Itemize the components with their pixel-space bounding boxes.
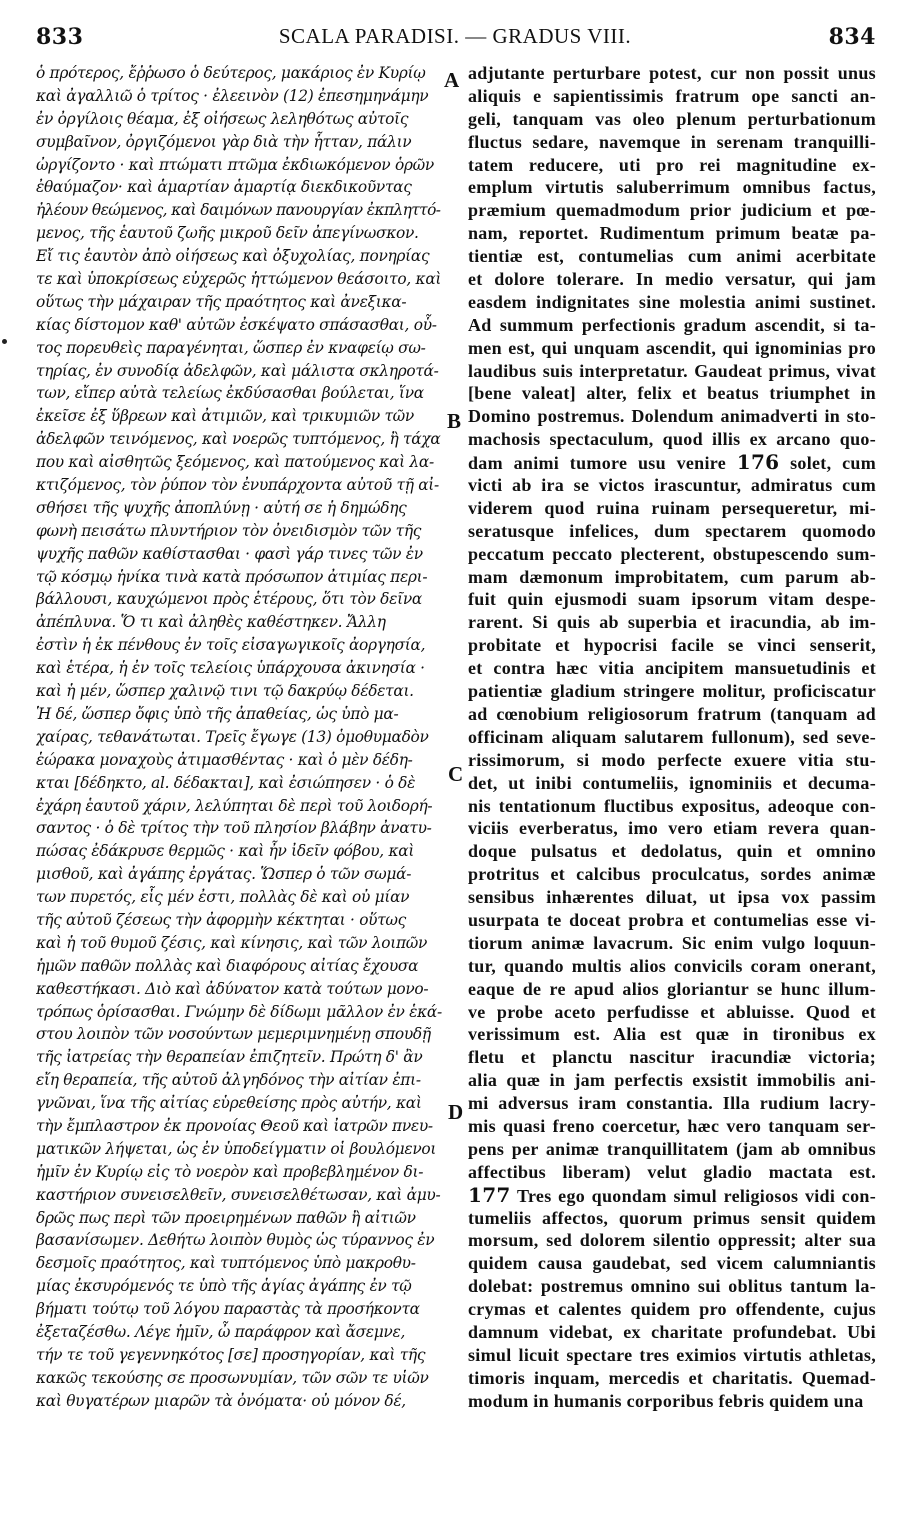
latin-text-line: dolebat: postremus omnino sui oblitus tantum la-: [468, 1276, 876, 1297]
latin-text-line: tientiæ est, contumelias cum animi acerbitate: [468, 246, 876, 267]
latin-text-line: alia quæ in jam perfectis exsistit immobilis ani-: [468, 1070, 876, 1091]
latin-column: [468, 62, 876, 1413]
latin-text-line: adjutante perturbare potest, cur non possit unus: [468, 63, 876, 83]
greek-text-line: που καὶ αἰσθητῶς ξεόμενος, καὶ πατούμενος καὶ λα-: [36, 453, 434, 472]
greek-text-line: τε καὶ ὑποκρίσεως εὐχερῶς ἡττώμενον θεάσοιτο, καὶ: [36, 270, 442, 289]
latin-text-line: usurpata te doceat probra et contumelias esse vi-: [468, 909, 876, 930]
latin-text-line: damnum videbat, ex charitate profundebat. Ubi: [468, 1321, 876, 1342]
greek-text-line: ἠλέουν θεώμενος, καὶ δαιμόνων πανουργίαν ἐκπληττό-: [36, 201, 441, 220]
latin-text-line: officinam aliquam salutarem fullonum), sed seve-: [468, 726, 876, 747]
greek-text-line: Ἡ δέ, ὥσπερ ὄφις ὑπὸ τῆς ἀπαθείας, ὡς ὑπὸ μα-: [36, 704, 399, 723]
section-marker-a: A: [444, 68, 460, 92]
greek-text-line: δεσμοῖς πραότητος, καὶ τυπτόμενος ὑπὸ μακροθυ-: [36, 1254, 416, 1273]
latin-text-line: emplum virtutis saluberrimum omnibus factus,: [468, 177, 876, 198]
greek-text-line: ἐστὶν ἡ ἐκ πένθους ἐν τοῖς εἰσαγωγικοῖς ἀοργησία,: [36, 636, 426, 655]
latin-text-line: morsum, sed dolorem silentio oppressit; alter sua: [468, 1230, 876, 1251]
greek-text-line: των, εἴπερ αὐτὰ τελείως ἐκδύσασθαι βούλεται, ἵνα: [36, 384, 424, 403]
greek-text-line: καὶ ἡ μέν, ὥσπερ χαλινῷ τινι τῷ δακρύῳ δέδεται.: [36, 682, 414, 701]
greek-text-line: κται [δέδηκτο, al. δέδακται], καὶ ἐσιώπησεν · ὁ δὲ: [36, 773, 416, 792]
latin-text-line: 177 Tres ego quondam simul religiosos vidi con-: [468, 1183, 876, 1207]
latin-text-line: doque pulsatus et dedolatus, quin et omnino: [468, 841, 876, 862]
greek-text-line: βάλλουσι, καυχώμενοι πρὸς ἑτέρους, ὅτι τὸν δεῖνα: [36, 590, 422, 609]
greek-text-line: στου λοιπὸν τῶν νοσούντων μεμεριμνημένῃ σπουδῇ: [36, 1025, 431, 1044]
greek-text-line: σαντος · ὁ δὲ τρίτος τὴν τοῦ πλησίον βλάβην ἀνατυ-: [36, 819, 432, 838]
greek-column: [36, 62, 442, 1413]
latin-text-line: easdem indignitates sine molestia animi sustinet.: [468, 291, 876, 312]
greek-text-line: ἐθαύμαζον· καὶ ἁμαρτίαν ἁμαρτίᾳ διεκδικοῦντας: [36, 178, 412, 197]
greek-text-line: ἡμῖν ἐν Κυρίῳ εἰς τὸ νοερὸν καὶ προβεβλημένον δι-: [36, 1162, 424, 1181]
greek-text-line: εἴη θεραπεία, τῆς αὐτοῦ ἀλγηδόνος τὴν αἰτίαν ἐπι-: [36, 1071, 421, 1090]
greek-text-line: γνῶναι, ἵνα τῆς αἰτίας εὑρεθείσης πρὸς αὐτήν, καὶ: [36, 1094, 422, 1113]
latin-text-line: mis quasi freno coercetur, hæc vero tanquam ser-: [468, 1115, 876, 1136]
latin-text-line: timoris inquam, mercedis et charitatis. Quemad-: [468, 1367, 876, 1388]
latin-text-line: nis tentationum fluctibus expositus, adeoque con-: [468, 795, 876, 816]
greek-text-line: τηρίας, ἐν συνοδίᾳ ἀδελφῶν, καὶ μάλιστα σκληροτά-: [36, 361, 439, 380]
greek-text-line: ἀδελφῶν τεινόμενος, καὶ νοερῶς τυπτόμενος, ἢ τάχα: [36, 430, 441, 449]
greek-text-line: μενος, τῆς ἑαυτοῦ ζωῆς μικροῦ δεῖν ἀπεγίνωσκον.: [36, 224, 419, 243]
greek-text-line: τῷ κόσμῳ ἡνίκα τινὰ κατὰ πρόσωπον ἀτιμίας περι-: [36, 567, 428, 586]
latin-text-line: aliquis e sapientissimis fratrum ope sancti an-: [468, 85, 876, 106]
greek-text-line: μίας ἐκσυρόμενός τε ὑπὸ τῆς ἁγίας ἀγάπης ἐν τῷ: [36, 1277, 412, 1296]
latin-text-line: peccatum peccato plecterent, obstupescendo sum-: [468, 543, 876, 564]
latin-text-line: Ad summum perfectionis gradum ascendit, si ta-: [468, 314, 876, 335]
greek-text-line: κακῶς τεκούσης σε προσωνυμίαν, τῶν σῶν τε υἱῶν: [36, 1368, 429, 1387]
latin-text-line: tumeliis affectos, quorum primus sensit quidem: [468, 1207, 876, 1228]
latin-text-line: viciis everberatus, imo vero etiam revera quan-: [468, 818, 876, 839]
greek-text-line: ἐν ὀργίλοις θέαμα, ἐξ οἰήσεως λεληθότως αὐτοῖς: [36, 109, 409, 128]
greek-text-line: μισθοῦ, καὶ ἀγάπης ἐργάτας. Ὥσπερ ὁ τῶν σωμά-: [36, 865, 412, 884]
greek-text-line: κίας δίστομον καθ' αὐτῶν ἐσκέψατο σπάσασθαι, οὗ-: [36, 315, 437, 334]
latin-text-line: det, ut inibi contumeliis, ignominiis et decuma-: [468, 772, 876, 793]
latin-text-line: tiorum animæ lavacrum. Sic enim vulgo loquun-: [468, 932, 876, 953]
greek-text-line: κτιζόμενος, τὸν ῥύπον τὸν ἐνυπάρχοντα αὐτοῦ τῇ αἰ-: [36, 476, 439, 495]
greek-text-line: καὶ ἡ τοῦ θυμοῦ ζέσις, καὶ κίνησις, καὶ τῶν λοιπῶν: [36, 933, 428, 952]
latin-text-line: verissimum est. Alia est quæ in tironibus ex: [468, 1024, 876, 1045]
greek-text-line: βασανίσωμεν. Δεθήτω λοιπὸν θυμὸς ὡς τύραννος ἐν: [36, 1231, 435, 1250]
greek-text-line: τρόπως ὁρίσασθαι. Γνώμην δὲ δίδωμι μᾶλλον ἐν ἑκά-: [36, 1002, 442, 1021]
latin-text-line: modum in humanis corporibus febris quidem una: [468, 1390, 864, 1411]
greek-text-line: τῆς αὐτοῦ ζέσεως τὴν ἀφορμὴν κέκτηται · οὕτως: [36, 910, 406, 929]
greek-text-line: συμβαῖνον, ὀργιζόμενοι γὰρ διὰ τὴν ἧτταν, πάλιν: [36, 132, 412, 151]
greek-text-line: των πυρετός, εἷς μέν ἐστι, πολλὰς δὲ καὶ οὐ μίαν: [36, 888, 410, 907]
latin-text-line: quidem causa gaudebat, sed vicem calumniantis: [468, 1253, 876, 1274]
greek-text-line: χαίρας, τεθανάτωται. Τρεῖς ἔγωγε (13) ὁμοθυμαδὸν: [36, 727, 429, 746]
section-marker-b: B: [447, 409, 462, 433]
greek-text-line: ψυχῆς παθῶν καθίστασθαι · φασὶ γάρ τινες τῶν ἐν: [36, 544, 423, 563]
running-title: SCALA PARADISI. — GRADUS VIII.: [278, 24, 632, 48]
latin-text-line: probitate et hypocrisi facile se vinci senserit,: [468, 635, 876, 656]
latin-text-line: rarent. Si quis ab superbia et iracundia, ab im-: [468, 612, 876, 633]
latin-text-line: crymas et calentes quidem pro offendente, cujus: [468, 1299, 876, 1320]
latin-text-line: victi ab ira se victos irascuntur, admiratus cum: [468, 475, 876, 496]
latin-text-line: Domino postremus. Dolendum animadverti in sto-: [468, 406, 876, 427]
section-marker-d: D: [448, 1100, 464, 1124]
latin-text-line: mam dæmonum improbitatem, cum parum ab-: [468, 566, 876, 587]
latin-text-line: viderem quod ruina ruinam persequeretur, mi-: [468, 497, 876, 518]
latin-text-line: affectibus liberam) velut gladio mactata est.: [468, 1161, 876, 1182]
greek-text-line: ὠργίζοντο · καὶ πτώματι πτῶμα ἐκδιωκόμενον ὁρῶν: [36, 155, 434, 174]
latin-text-line: laudibus suis interpretatur. Gaudeat primus, vivat: [468, 360, 876, 381]
latin-text-line: machosis spectaculum, quod illis ex arcano quo-: [468, 429, 876, 450]
greek-text-line: ἐχάρη ἑαυτοῦ χάριν, λελύπηται δὲ περὶ τοῦ λοιδορή-: [36, 796, 433, 815]
greek-text-line: ματικῶν λήψεται, ὡς ἐν ὑποδείγματιν οἱ βουλόμενοι: [36, 1139, 437, 1158]
greek-text-line: τος πορευθεὶς παραγένηται, ὥσπερ ἐν κναφείῳ σω-: [36, 338, 426, 357]
latin-text-line: men est, qui unquam ascendit, qui ignominias pro: [468, 337, 876, 358]
latin-text-line: pens per animæ tranquillitatem (jam ab omnibus: [468, 1138, 876, 1159]
latin-text-line: eaque de re apud alios gloriantur se hunc illum-: [468, 978, 876, 999]
latin-text-line: fuit quin ejusmodi suam ipsorum vitam despe-: [468, 589, 876, 610]
greek-text-line: Εἴ τις ἑαυτὸν ἀπὸ οἰήσεως καὶ ὀξυχολίας, πονηρίας: [36, 247, 430, 266]
section-marker-c: C: [448, 762, 464, 786]
greek-text-line: τὴν ἔμπλαστρον ἐκ προνοίας Θεοῦ καὶ ἰατρῶν πνευ-: [36, 1116, 433, 1135]
greek-text-line: ἑώρακα μοναχοὺς ἀτιμασθέντας · καὶ ὁ μὲν δέδη-: [36, 750, 413, 769]
greek-text-line: τήν τε τοῦ γεγεννηκότος [σε] προσηγορίαν, καὶ τῆς: [36, 1345, 426, 1364]
greek-text-line: καστήριον συνεισελθεῖν, συνεισελθέτωσαν, καὶ ἀμυ-: [36, 1185, 441, 1204]
greek-text-line: οὕτως τὴν μάχαιραν τῆς πραότητος καὶ ἀνεξικα-: [36, 292, 407, 311]
latin-text-line: dam animi tumore usu venire 176 solet, cum: [468, 451, 876, 475]
greek-text-line: ἐκεῖσε ἐξ ὕβρεων καὶ ἀτιμιῶν, καὶ τρικυμιῶν τῶν: [36, 407, 414, 426]
margin-dot: [2, 339, 7, 344]
greek-text-line: καὶ ἀγαλλιῶ ὁ τρίτος · ἐλεεινὸν (12) ἐπεσημηνάμην: [36, 86, 429, 105]
latin-text-line: et contra hæc vitia ancipitem mansuetudinis et: [468, 658, 876, 679]
latin-text-line: fluctus sedare, navemque in serenam tranquilli-: [468, 131, 876, 152]
latin-text-line: sensibus inhærentes diluat, ut ipsa vox passim: [468, 887, 876, 908]
latin-text-line: nam, reportet. Rudimentum primum beatæ pa-: [468, 223, 876, 244]
greek-text-line: τῆς ἰατρείας τὴν θεραπείαν ἐπιζητεῖν. Πρώτη δ' ἂν: [36, 1048, 423, 1067]
greek-text-line: ἐξεταζέσθω. Λέγε ἡμῖν, ὦ παράφρον καὶ ἄσεμνε,: [36, 1322, 406, 1341]
latin-text-line: ad cœnobium religiosorum fratrum (tanquam ad: [468, 703, 876, 724]
left-page-number: 833: [36, 24, 84, 50]
latin-text-line: patientiæ gladium stringere molitur, proficiscatur: [468, 681, 876, 702]
greek-text-line: σθήσει τῆς ψυχῆς ἀποπλύνῃ · αὐτή σε ἡ δημώδης: [36, 498, 407, 517]
section-number: 176: [736, 451, 780, 475]
greek-text-line: φωνὴ πεισάτω πλυντήριον τὸν ὀνειδισμὸν τῶν τῆς: [36, 521, 422, 540]
latin-text-line: geli, tanquam vas oleo plenum perturbationum: [468, 108, 876, 129]
latin-text-line: simul licuit spectare tres eximios virtutis athletas,: [468, 1344, 876, 1365]
section-number: 177: [468, 1183, 511, 1207]
greek-text-line: καὶ ἑτέρα, ἡ ἐν τοῖς τελείοις ὑπάρχουσα ἀκινησία ·: [36, 659, 425, 678]
right-page-number: 834: [828, 24, 876, 50]
greek-text-line: ὁ πρότερος, ἔῤῥωσο ὁ δεύτερος, μακάριος ἐν Κυρίῳ: [36, 64, 426, 82]
greek-text-line: δρῶς πως περὶ τῶν προειρημένων παθῶν ἢ αἰτιῶν: [36, 1208, 416, 1227]
latin-text-line: rissimorum, si modo perfecte exuere vitia stu-: [468, 749, 876, 770]
latin-text-line: [bene valeat] alter, felix et beatus triumphet in: [468, 383, 876, 404]
latin-text-line: seratusque infelices, dum spectarem quomodo: [468, 520, 876, 541]
latin-text-line: tur, quando multis alios convicils coram onerant,: [468, 955, 876, 976]
greek-text-line: καὶ θυγατέρων μιαρῶν τὰ ὀνόματα· οὐ μόνον δέ,: [36, 1391, 406, 1410]
latin-text-line: ve probe aceto perfudisse et abluisse. Quod et: [468, 1001, 876, 1022]
latin-text-line: præmium quemadmodum prior judicium et pœ-: [468, 200, 876, 221]
greek-text-line: ἡμῶν παθῶν πολλὰς καὶ διαφόρους αἰτίας ἔχουσα: [36, 956, 419, 975]
latin-text-line: et dolore tolerare. In medio versatur, qui jam: [468, 269, 876, 290]
latin-text-line: fletu et planctu nascitur iracundiæ victoria;: [468, 1047, 876, 1068]
latin-text-line: protritus et calcibus proculcatus, sordes animæ: [468, 864, 876, 885]
latin-text-line: mi adversus iram constantia. Illa rudium lacry-: [468, 1093, 876, 1114]
latin-text-line: tatem reducere, uti pro rei magnitudine ex-: [468, 154, 876, 175]
greek-text-line: βήματι τούτῳ τοῦ λόγου παραστὰς τὰ προσήκοντα: [36, 1300, 420, 1319]
greek-text-line: καθεστήκασι. Διὸ καὶ ἀδύνατον κατὰ τούτων μονο-: [36, 979, 429, 998]
greek-text-line: πώσας ἐδάκρυσε θερμῶς · καὶ ἦν ἰδεῖν φόβου, καὶ: [36, 842, 415, 861]
greek-text-line: ἀπέπλυνα. Ὅ τι καὶ ἀληθὲς καθέστηκεν. Ἄλλη: [36, 613, 386, 632]
page-header: [0, 10, 910, 50]
